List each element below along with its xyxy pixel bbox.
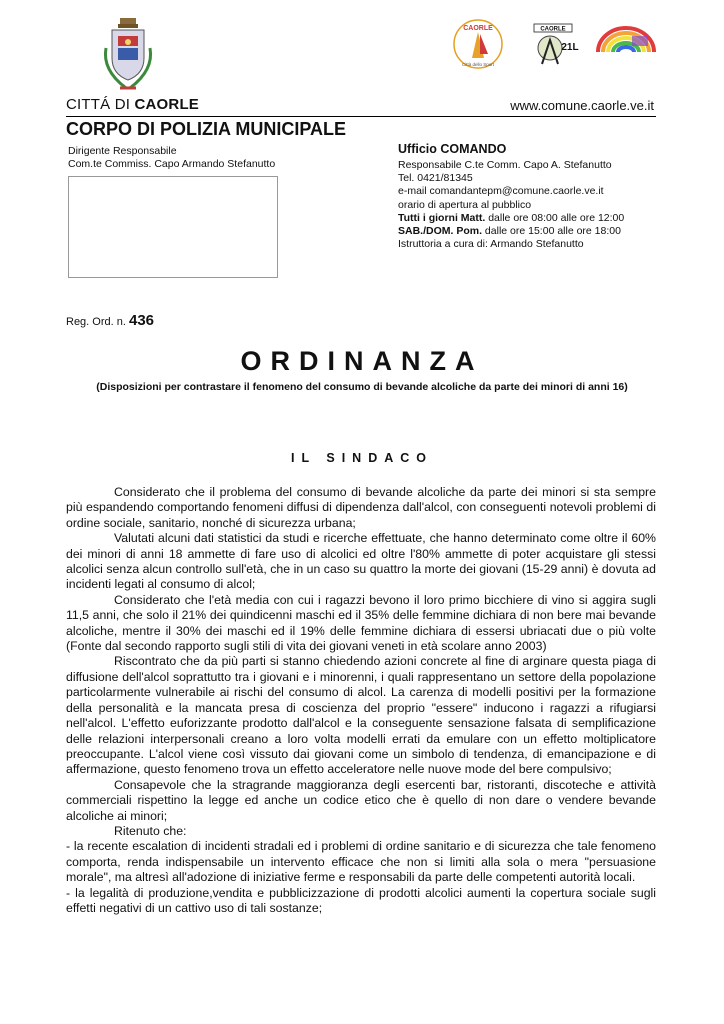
office-hours-label: orario di apertura al pubblico — [398, 198, 532, 211]
office-hours-weekend — [398, 225, 624, 238]
city-title — [66, 96, 199, 113]
office-email[interactable]: e-mail comandantepm@comune.caorle.ve.it — [398, 185, 604, 198]
city-name: CAORLE — [134, 96, 200, 113]
paragraph: - la legalità di produzione,vendita e pubblicizzazione di prodotti alcolici aumenti la copertura sociale sugli effetti negativi di un cattivo uso di tali sostanze; — [66, 885, 656, 915]
office-phone: Tel. 0421/81345 — [398, 172, 473, 185]
paragraph: - la recente escalation di incidenti stradali ed i problemi di ordine sanitario e di sicurezza che tale fenomeno comporta, renda indispensabile un intervento efficace che non si limiti alla sola o mera "persuasione morale", ma altresì all'adozione di iniziative ferme e responsabili da parte delle competenti autorità locali. — [66, 839, 656, 885]
paragraph: Consapevole che la stragrande maggioranza degli esercenti bar, ristoranti, discoteche e attività commerciali rispettino la legge ed anche un codice etico che è quello di non dare o vendere bevande alcoliche ai minori; — [66, 777, 656, 823]
caorle-21l-logo — [520, 20, 586, 68]
logo2-badge: 21L — [561, 42, 579, 53]
ordinance-body — [66, 485, 656, 916]
registration-number — [66, 312, 154, 329]
paragraph: Valutati alcuni dati statistici da studi e ricerche effettuate, che hanno determinato come oltre il 60% dei minori di anni 18 ammette di fare uso di alcolici ed oltre l'80% ammette di poter acquistare gli stessi alcolici senza alcun controllo sull'età, che in un caso su quattro la morte dei giovani (15-29 anni) è dovuta ad incidenti legati al consumo di alcol; — [66, 531, 656, 592]
caorle-city-of-sport-logo — [452, 18, 504, 70]
office-info — [398, 159, 624, 251]
rainbow-logo — [594, 22, 658, 56]
caorle-coat-of-arms-logo — [96, 18, 160, 98]
paragraph: Riscontrato che da più parti si stanno chiedendo azioni concrete al fine di arginare questa piaga di diffusione dell'alcol soprattutto tra i giovani e i minorenni, i quali rappresentano un settore della popolazione particolarmente vulnerabile ai rischi del consumo di alcol. La carenza di modelli positivi per la formazione della personalità e la mancata presa di coscienza del proprio "essere" inducono i ragazzi a rifugiarsi nell'alcol. L'effetto euforizzante prodotto dall'alcol e la conseguente sensazione falsata di semplificazione delle relazioni interpersonali creano a loro volta modelli errati da emulare con un effetto moltiplicatore preoccupante. L'alcol viene così vissuto dai giovani come un simbolo di tendenza, di emancipazione e di affermazione, questo fenomeno trova un effetto acceleratore nelle nuove mode del bere compulsivo; — [66, 654, 656, 777]
paragraph: Considerato che il problema del consumo di bevande alcoliche da parte dei minori si sta sempre più espandendo comportando fenomeni diffusi di dipendenza dall'alcol, con conseguenti notevoli problemi di ordine sociale, sanitario, nonché di sicurezza urbana; — [66, 485, 656, 530]
office-title: Ufficio COMANDO — [398, 142, 507, 156]
weekend-hours: dalle ore 15:00 alle ore 18:00 — [482, 225, 621, 238]
office-responsible: Responsabile C.te Comm. Capo A. Stefanutto — [398, 159, 612, 171]
website-link[interactable]: www.comune.caorle.ve.it — [510, 98, 654, 113]
weekdays-hours: dalle ore 08:00 alle ore 12:00 — [485, 211, 625, 224]
manager-role: Dirigente Responsabile — [68, 145, 177, 157]
ordinance-subtitle: (Disposizioni per contrastare il fenomeno del consumo di bevande alcoliche da parte dei minori di anni 16) — [96, 381, 628, 393]
registration-label: Reg. Ord. n. — [66, 316, 126, 328]
photo-placeholder — [68, 176, 278, 278]
paragraph: Ritenuto che: — [114, 823, 187, 838]
logo2-name: CAORLE — [540, 26, 566, 33]
department-title: CORPO DI POLIZIA MUNICIPALE — [66, 119, 347, 139]
logo1-name: CAORLE — [463, 25, 493, 32]
manager-name: Com.te Commiss. Capo Armando Stefanutto — [68, 158, 276, 170]
weekdays-label: Tutti i giorni Matt. — [398, 211, 486, 224]
section-heading: IL SINDACO — [291, 451, 433, 465]
city-prefix: CITTÁ DI — [66, 96, 131, 113]
logo1-tagline: Città dello Sport — [461, 62, 495, 67]
ordinance-title: ORDINANZA — [240, 346, 484, 376]
header-divider — [66, 116, 656, 117]
office-instructor: Istruttoria a cura di: Armando Stefanutto — [398, 238, 584, 251]
weekend-label: SAB./DOM. Pom. — [398, 225, 483, 238]
office-hours-weekdays — [398, 212, 624, 225]
registration-value: 436 — [128, 312, 155, 329]
paragraph: Considerato che l'età media con cui i ragazzi bevono il loro primo bicchiere di vino si aggira sugli 11,5 anni, che solo il 21% dei quindicenni maschi ed il 35% delle femmine dichiara di non bere mai bevande alcoliche, mentre il 30% dei maschi ed il 19% delle femmine dichiara di essersi ubriacati due o più volte (Fonte dal secondo rapporto sugli stili di vita dei giovani veneti in età scolare anno 2003) — [66, 592, 656, 654]
